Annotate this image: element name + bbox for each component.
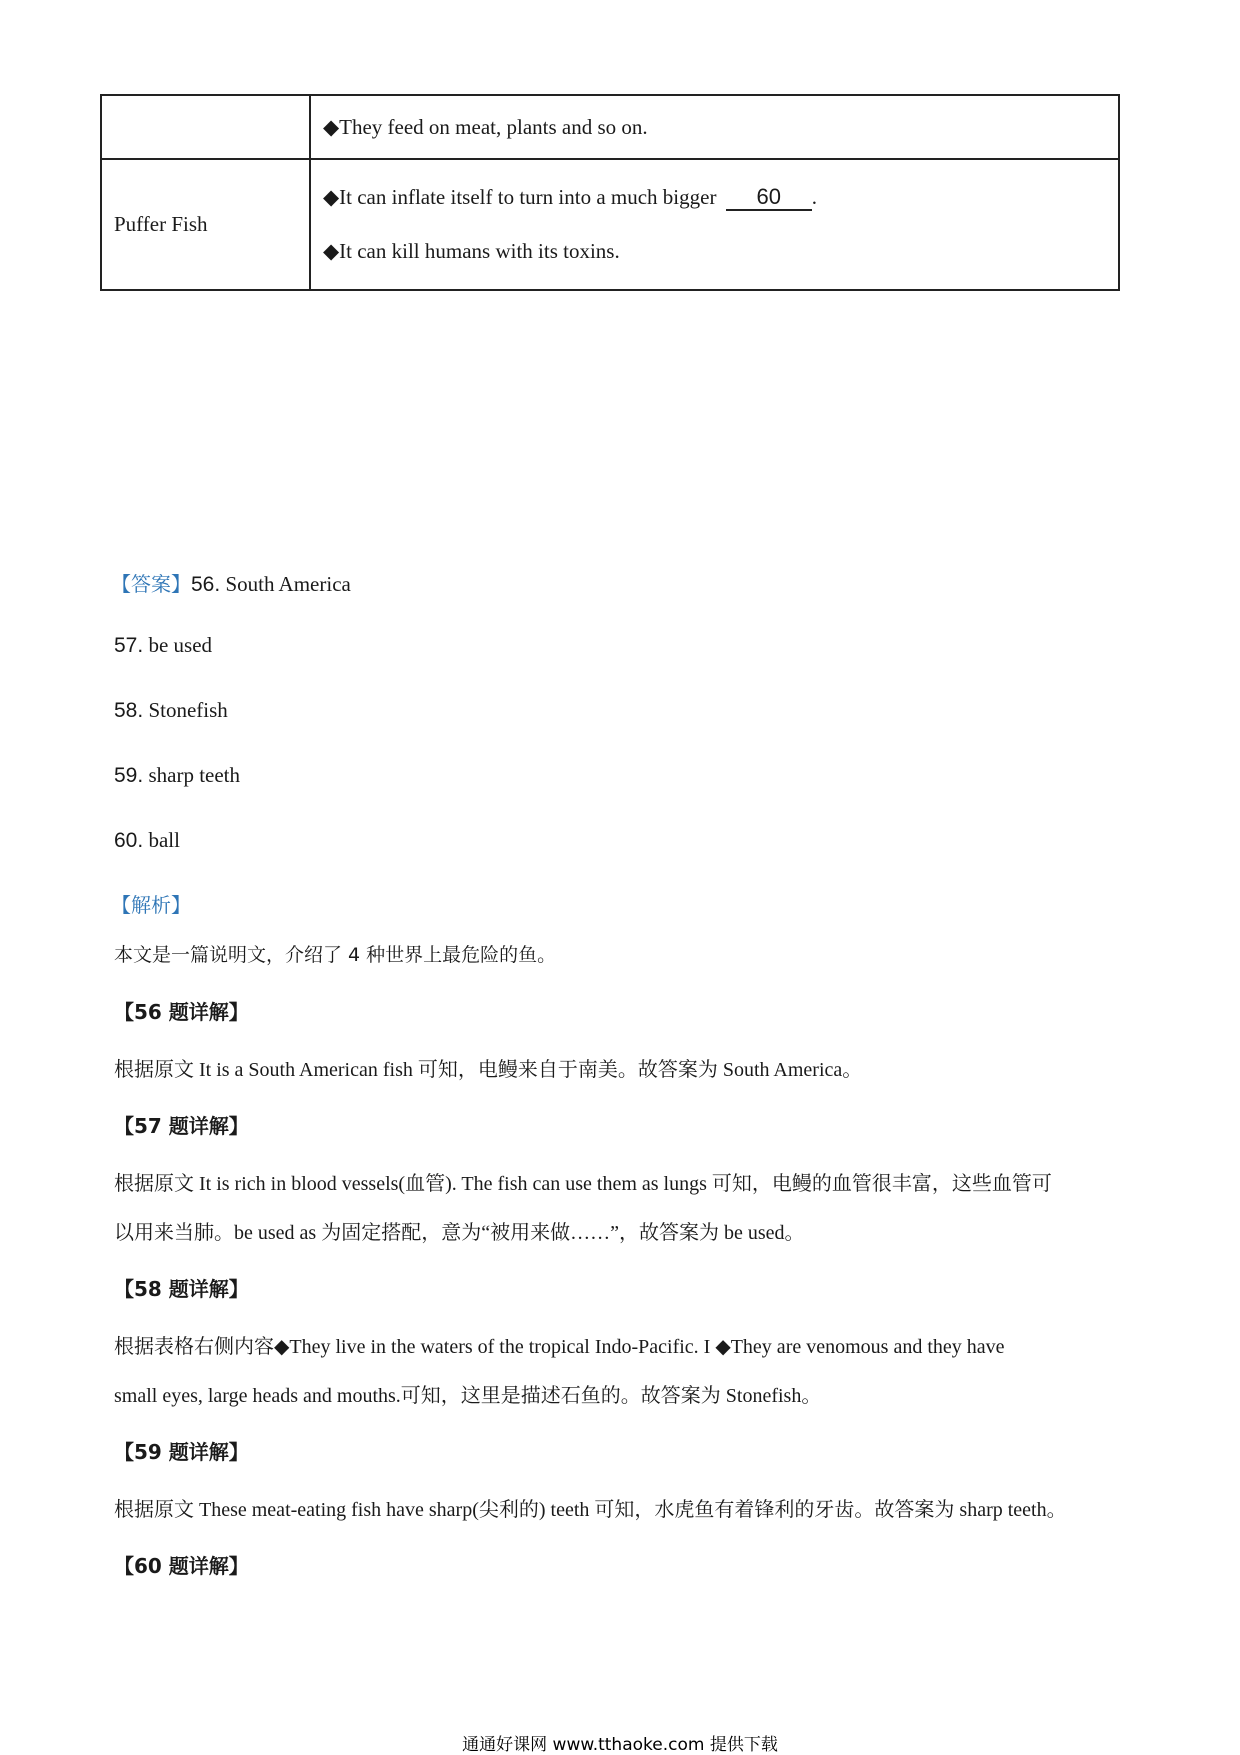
answer-text: South America [225,572,351,596]
answer-text: Stonefish [148,698,228,722]
answer-item [114,633,212,658]
fish-name-cell [101,95,310,159]
answer-label: 【答案】 [111,572,191,596]
answer-item [114,763,240,788]
answer-number: 57. [114,634,144,657]
fish-name: Puffer Fish [114,212,208,236]
fish-name-cell [101,159,310,290]
answer-number: 56. [191,573,221,596]
analysis-label: 【解析】 [111,893,191,917]
q59-explanation: 根据原文 These meat-eating fish have sharp(尖利的) teeth 可知，水虎鱼有着锋利的牙齿。故答案为 sharp teeth。 [114,1499,1067,1521]
q57-heading: 【57 题详解】 [114,1114,249,1138]
fact-text: ◆They feed on meat, plants and so on. [323,114,648,139]
q56-heading: 【56 题详解】 [114,1000,249,1024]
page-footer: 通通好课网 www.tthaoke.com 提供下载 [462,1735,778,1755]
fact-cell [310,159,1119,290]
table-row [101,95,1119,159]
answer-item [114,698,228,723]
fact-line [323,185,1118,211]
answer-text: sharp teeth [148,763,240,787]
answer-blank: 60 [726,185,812,211]
q57-explanation-line2: 以用来当肺。be used as 为固定搭配，意为“被用来做……”，故答案为 be used。 [114,1222,805,1244]
q58-explanation-line2: small eyes, large heads and mouths.可知，这里是描述石鱼的。故答案为 Stonefish。 [114,1385,822,1407]
q57-explanation-line1: 根据原文 It is rich in blood vessels(血管). The fish can use them as lungs 可知，电鳗的血管很丰富，这些血管可 [114,1173,1052,1195]
answer-number: 59. [114,764,144,787]
q59-heading: 【59 题详解】 [114,1440,249,1464]
fact-cell [310,95,1119,159]
q56-explanation: 根据原文 It is a South American fish 可知，电鳗来自于南美。故答案为 South America。 [114,1059,863,1081]
q60-heading: 【60 题详解】 [114,1554,249,1578]
answer-heading [111,568,351,597]
fact-line [323,239,1118,264]
fish-table [100,94,1120,291]
fact-end: . [811,185,817,209]
fact-text: ◆It can kill humans with its toxins. [323,239,620,263]
answer-number: 60. [114,829,144,852]
table-row [101,159,1119,290]
answer-text: ball [148,828,180,852]
analysis-intro: 本文是一篇说明文，介绍了 4 种世界上最危险的鱼。 [114,944,557,966]
answer-item [114,828,180,853]
answer-number: 58. [114,699,144,722]
q58-explanation-line1: 根据表格右侧内容◆They live in the waters of the tropical Indo-Pacific. I ◆They are venomous and they have [114,1336,1005,1358]
answer-text: be used [148,633,213,657]
fact-text: ◆It can inflate itself to turn into a much bigger [323,185,717,209]
q58-heading: 【58 题详解】 [114,1277,249,1301]
